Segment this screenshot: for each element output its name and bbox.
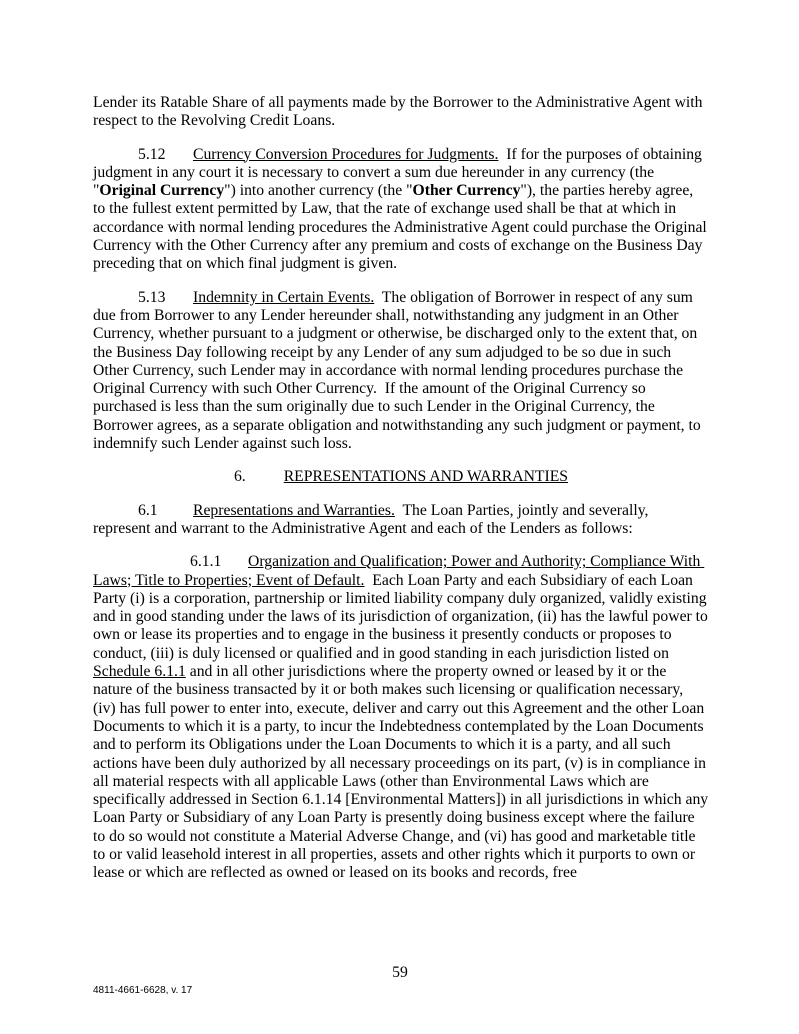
section-6-1-1-paragraph [93,553,713,882]
section-heading: Organization and Qualification; Power and Authority; Compliance With Laws; Title to Properties; Event of Default. [93,553,705,589]
section-heading: Indemnity in Certain Events. [193,288,375,306]
section-5-13-paragraph [93,289,709,454]
section-number: 5.13 [138,288,166,306]
text-run: "), the parties hereby agree, to the fullest extent permitted by Law, that the rate of exchange used shall be that at which in accordance with normal lending procedures the Administrative Agent could purchase the Original Currency with the Other Currency after any premium and costs of exchange on the Business Day preceding that on which final judgment is given. [93,182,711,273]
section-heading: Currency Conversion Procedures for Judgments. [193,145,499,163]
defined-term: Other Currency [412,182,521,200]
document-id-footer: 4811-4661-6628, v. 17 [93,985,193,996]
text-run: The obligation of Borrower in respect of any sum due from Borrower to any Lender hereunder shall, notwithstanding any judgment in an Other Currency, whether pursuant to a judgment or otherwise, be discharged only to the extent that, on the Business Day following receipt by any Lender of any sum adjudged to be so due in such Other Currency, such Lender may in accordance with normal lending procedures purchase the Original Currency with such Other Currency. If the amount of the Original Currency so purchased is less than the sum originally due to such Lender in the Original Currency, the Borrower agrees, as a separate obligation and notwithstanding any such judgment or payment, to indemnify such Lender against such loss. [93,288,705,453]
article-6-heading [93,468,709,486]
para-continuation [93,94,709,131]
text-run: Lender its Ratable Share of all payments made by the Borrower to the Administrative Agent with respect to the Revolving Credit Loans. [93,94,707,130]
page-number: 59 [392,964,408,981]
text-run: If for the purposes of obtaining judgment in any court it is necessary to convert a sum due hereunder in any currency (the " [93,145,706,200]
section-heading: Representations and Warranties. [193,501,395,519]
article-title: REPRESENTATIONS AND WARRANTIES [283,468,569,486]
section-number: 6.1 [138,501,158,519]
defined-term: Original Currency [99,182,225,200]
section-number: 5.12 [138,145,166,163]
section-5-12-paragraph [93,146,709,274]
section-6-1-paragraph [93,502,709,539]
schedule-reference: Schedule 6.1.1 [93,663,186,681]
text-run: The Loan Parties, jointly and severally, represent and warrant to the Administrative Agent and each of the Lenders as follows: [93,501,653,537]
article-number: 6. [233,468,246,486]
text-run: ") into another currency (the " [224,182,413,200]
document-body [93,94,713,898]
section-number: 6.1.1 [190,553,222,571]
text-run: and in all other jurisdictions where the property owned or leased by it or the nature of the business transacted by it or both makes such licensing or qualification necessary, (iv) has full power to enter into, execute, deliver and carry out this Agreement and the other Loan Documents to which it is a party, to incur the Indebtedness contemplated by the Loan Documents and to perform its Obligations under the Loan Documents to which it is a party, and all such actions have been duly authorized by all necessary proceedings on its part, (v) is in compliance in all material respects with all applicable Laws (other than Environmental Laws which are specifically addressed in Section 6.1.14 [Environmental Matters]) in all jurisdictions in which any Loan Party or Subsidiary of any Loan Party is presently doing business except where the failure to do so would not constitute a Material Adverse Change, and (vi) has good and marketable title to or valid leasehold interest in all properties, assets and other rights which it purports to own or lease or which are reflected as owned or leased on its books and records, free [93,663,713,882]
text-run: Each Loan Party and each Subsidiary of each Loan Party (i) is a corporation, partnership or limited liability company duly organized, validly existing and in good standing under the laws of its jurisdiction of organization, (ii) has the lawful power to own or lease its properties and to engage in the business it presently conducts or proposes to conduct, (iii) is duly licensed or qualified and in good standing in each jurisdiction listed on [93,571,712,662]
